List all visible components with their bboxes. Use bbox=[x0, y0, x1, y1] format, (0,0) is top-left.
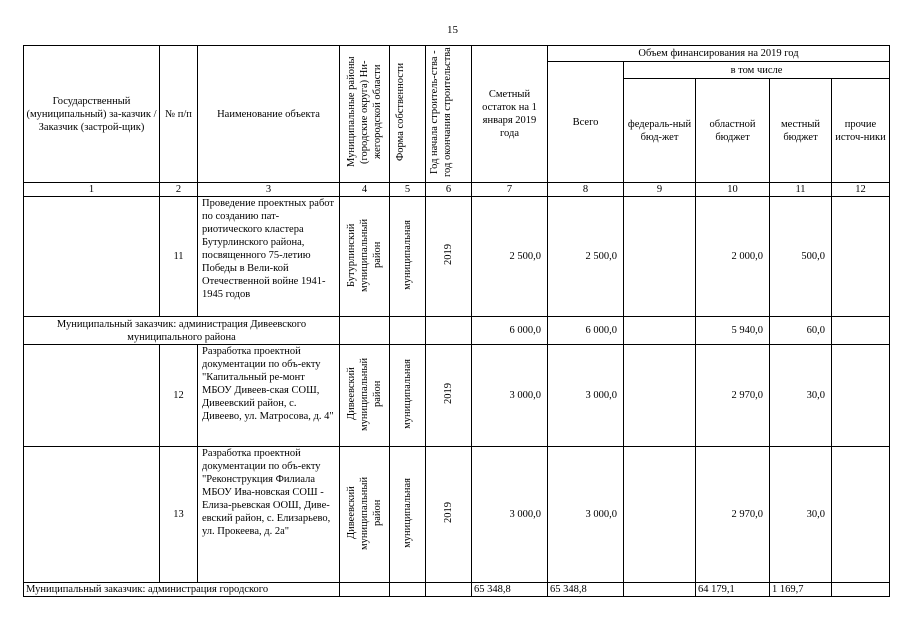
header-years: Год начала строитель-ства - год окончания строительства bbox=[426, 46, 472, 183]
col-num-8: 8 bbox=[548, 183, 624, 197]
empty-cell bbox=[340, 583, 390, 597]
header-local: местный бюджет bbox=[770, 79, 832, 183]
col-num-6: 6 bbox=[426, 183, 472, 197]
subtotal-label: Муниципальный заказчик: администрация городского bbox=[24, 583, 340, 597]
subtotal-estimate: 6 000,0 bbox=[472, 317, 548, 345]
estimate-cell: 3 000,0 bbox=[472, 447, 548, 583]
total-cell: 2 500,0 bbox=[548, 197, 624, 317]
col-num-10: 10 bbox=[696, 183, 770, 197]
header-other: прочие источ-ники bbox=[832, 79, 890, 183]
row-num: 12 bbox=[160, 345, 198, 447]
subtotal-local: 1 169,7 bbox=[770, 583, 832, 597]
col-num-4: 4 bbox=[340, 183, 390, 197]
empty-cell bbox=[832, 583, 890, 597]
empty-cell bbox=[426, 583, 472, 597]
year-cell: 2019 bbox=[426, 197, 472, 317]
local-cell: 500,0 bbox=[770, 197, 832, 317]
page-number: 15 bbox=[447, 24, 458, 36]
row-num: 13 bbox=[160, 447, 198, 583]
row-num: 11 bbox=[160, 197, 198, 317]
col-num-11: 11 bbox=[770, 183, 832, 197]
table-row bbox=[24, 345, 890, 447]
total-cell: 3 000,0 bbox=[548, 345, 624, 447]
customer-cell bbox=[24, 197, 160, 317]
other-cell bbox=[832, 345, 890, 447]
district-cell: Дивеевский муниципальный район bbox=[340, 447, 390, 583]
empty-cell bbox=[624, 317, 696, 345]
empty-cell bbox=[340, 317, 390, 345]
ownership-cell: муниципальная bbox=[390, 447, 426, 583]
header-including: в том числе bbox=[624, 62, 890, 79]
col-num-12: 12 bbox=[832, 183, 890, 197]
federal-cell bbox=[624, 447, 696, 583]
object-name: Проведение проектных работ по созданию пат-риотического кластера Бутурлинского района, посвященного 75-летию Победы в Вели-кой Отечественной войне 1941-1945 годов bbox=[198, 197, 340, 317]
year-cell: 2019 bbox=[426, 447, 472, 583]
header-ownership: Форма собственности bbox=[390, 46, 426, 183]
column-numbers-row bbox=[24, 183, 890, 197]
header-district: Муниципальные районы (городские округа) Ни-жегородской области bbox=[340, 46, 390, 183]
header-total: Всего bbox=[548, 62, 624, 183]
federal-cell bbox=[624, 345, 696, 447]
district-cell: Дивеевский муниципальный район bbox=[340, 345, 390, 447]
subtotal-regional: 5 940,0 bbox=[696, 317, 770, 345]
ownership-cell: муниципальная bbox=[390, 197, 426, 317]
local-cell: 30,0 bbox=[770, 345, 832, 447]
subtotal-row bbox=[24, 583, 890, 597]
header-num: № п/п bbox=[160, 46, 198, 183]
subtotal-total: 6 000,0 bbox=[548, 317, 624, 345]
table-row bbox=[24, 197, 890, 317]
empty-cell bbox=[426, 317, 472, 345]
total-cell: 3 000,0 bbox=[548, 447, 624, 583]
col-num-9: 9 bbox=[624, 183, 696, 197]
ownership-cell: муниципальная bbox=[390, 345, 426, 447]
regional-cell: 2 000,0 bbox=[696, 197, 770, 317]
object-name: Разработка проектной документации по объ-екту "Капитальный ре-монт МБОУ Дивеев-ская СОШ, Дивеевский район, с. Дивеево, ул. Матросова, д. 4" bbox=[198, 345, 340, 447]
financing-table bbox=[23, 45, 890, 597]
customer-cell bbox=[24, 345, 160, 447]
header-regional: областной бюджет bbox=[696, 79, 770, 183]
header-financing: Объем финансирования на 2019 год bbox=[548, 46, 890, 62]
col-num-2: 2 bbox=[160, 183, 198, 197]
col-num-1: 1 bbox=[24, 183, 160, 197]
regional-cell: 2 970,0 bbox=[696, 447, 770, 583]
customer-cell bbox=[24, 447, 160, 583]
col-num-7: 7 bbox=[472, 183, 548, 197]
local-cell: 30,0 bbox=[770, 447, 832, 583]
estimate-cell: 3 000,0 bbox=[472, 345, 548, 447]
subtotal-total: 65 348,8 bbox=[548, 583, 624, 597]
estimate-cell: 2 500,0 bbox=[472, 197, 548, 317]
federal-cell bbox=[624, 197, 696, 317]
empty-cell bbox=[624, 583, 696, 597]
header-customer: Государственный (муниципальный) за-казчик / Заказчик (застрой-щик) bbox=[24, 46, 160, 183]
year-cell: 2019 bbox=[426, 345, 472, 447]
other-cell bbox=[832, 197, 890, 317]
subtotal-estimate: 65 348,8 bbox=[472, 583, 548, 597]
header-object: Наименование объекта bbox=[198, 46, 340, 183]
table-row bbox=[24, 447, 890, 583]
empty-cell bbox=[832, 317, 890, 345]
col-num-3: 3 bbox=[198, 183, 340, 197]
empty-cell bbox=[390, 317, 426, 345]
object-name: Разработка проектной документации по объ-екту "Реконструкция Филиала МБОУ Ива-новская СОШ - Елиза-рьевская ООШ, Диве-евский район, с. Елизарьево, ул. Прокеева, д. 2а" bbox=[198, 447, 340, 583]
other-cell bbox=[832, 447, 890, 583]
district-cell: Бутурлинский муниципальный район bbox=[340, 197, 390, 317]
subtotal-row bbox=[24, 317, 890, 345]
col-num-5: 5 bbox=[390, 183, 426, 197]
header-federal: федераль-ный бюд-жет bbox=[624, 79, 696, 183]
regional-cell: 2 970,0 bbox=[696, 345, 770, 447]
subtotal-regional: 64 179,1 bbox=[696, 583, 770, 597]
subtotal-local: 60,0 bbox=[770, 317, 832, 345]
header-estimate: Сметный остаток на 1 января 2019 года bbox=[472, 46, 548, 183]
empty-cell bbox=[390, 583, 426, 597]
subtotal-label: Муниципальный заказчик: администрация Дивеевского муниципального района bbox=[24, 317, 340, 345]
